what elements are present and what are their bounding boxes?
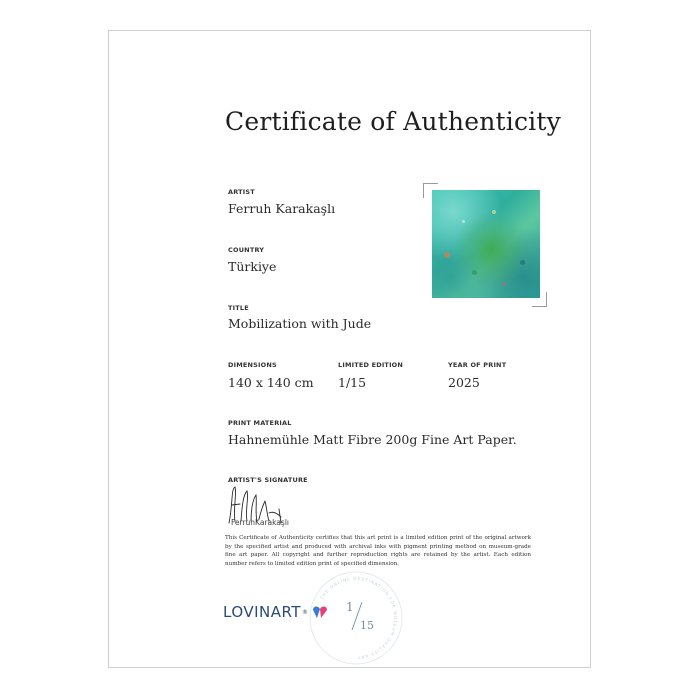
dimensions-label: DIMENSIONS: [228, 361, 277, 369]
artwork-frame: [423, 183, 547, 307]
stamp-ring-text: THE ONLINE DESTINATION FOR MUSEUM QUALITY ART: [319, 575, 399, 661]
limited-edition-label: LIMITED EDITION: [338, 361, 404, 369]
artist-label: ARTIST: [228, 188, 255, 196]
brand-name: LOVINART: [223, 603, 302, 621]
country-value: Türkiye: [228, 259, 277, 274]
stamp-edition-number: 1: [346, 600, 354, 614]
limited-edition-value: 1/15: [338, 375, 367, 390]
year-of-print-value: 2025: [448, 375, 480, 390]
brand-reg-mark: ®: [302, 608, 309, 616]
artwork-title-value: Mobilization with Jude: [228, 316, 372, 331]
signature-label: ARTIST'S SIGNATURE: [228, 476, 308, 484]
stamp-edition-total: 15: [360, 619, 374, 632]
artist-value: Ferruh Karakaşlı: [228, 201, 336, 216]
artist-signature: [225, 483, 289, 531]
artwork-image: [432, 190, 540, 298]
disclaimer-text: This Certificate of Authenticity certifies that this art print is a limited edition print of the original artwork by the specified artist and produced with archival inks with pigment printing method on museum-grade fine art paper. All copyright and further reproduction rights are retained by the artist. Each edition number refers to limited edition print of specified dimension.: [225, 535, 531, 567]
year-of-print-label: YEAR OF PRINT: [448, 361, 507, 369]
country-label: COUNTRY: [228, 246, 265, 254]
edition-stamp: [304, 566, 408, 670]
artwork-title-label: TITLE: [228, 304, 249, 312]
print-material-value: Hahnemühle Matt Fibre 200g Fine Art Paper.: [228, 432, 517, 447]
svg-text:THE ONLINE DESTINATION FOR MUS: [319, 576, 398, 660]
print-material-label: PRINT MATERIAL: [228, 419, 292, 427]
signature-text: FerruhKarakaşlı: [231, 518, 289, 527]
certificate-title: Certificate of Authenticity: [225, 107, 561, 136]
dimensions-value: 140 x 140 cm: [228, 375, 314, 390]
certificate: [108, 30, 591, 668]
